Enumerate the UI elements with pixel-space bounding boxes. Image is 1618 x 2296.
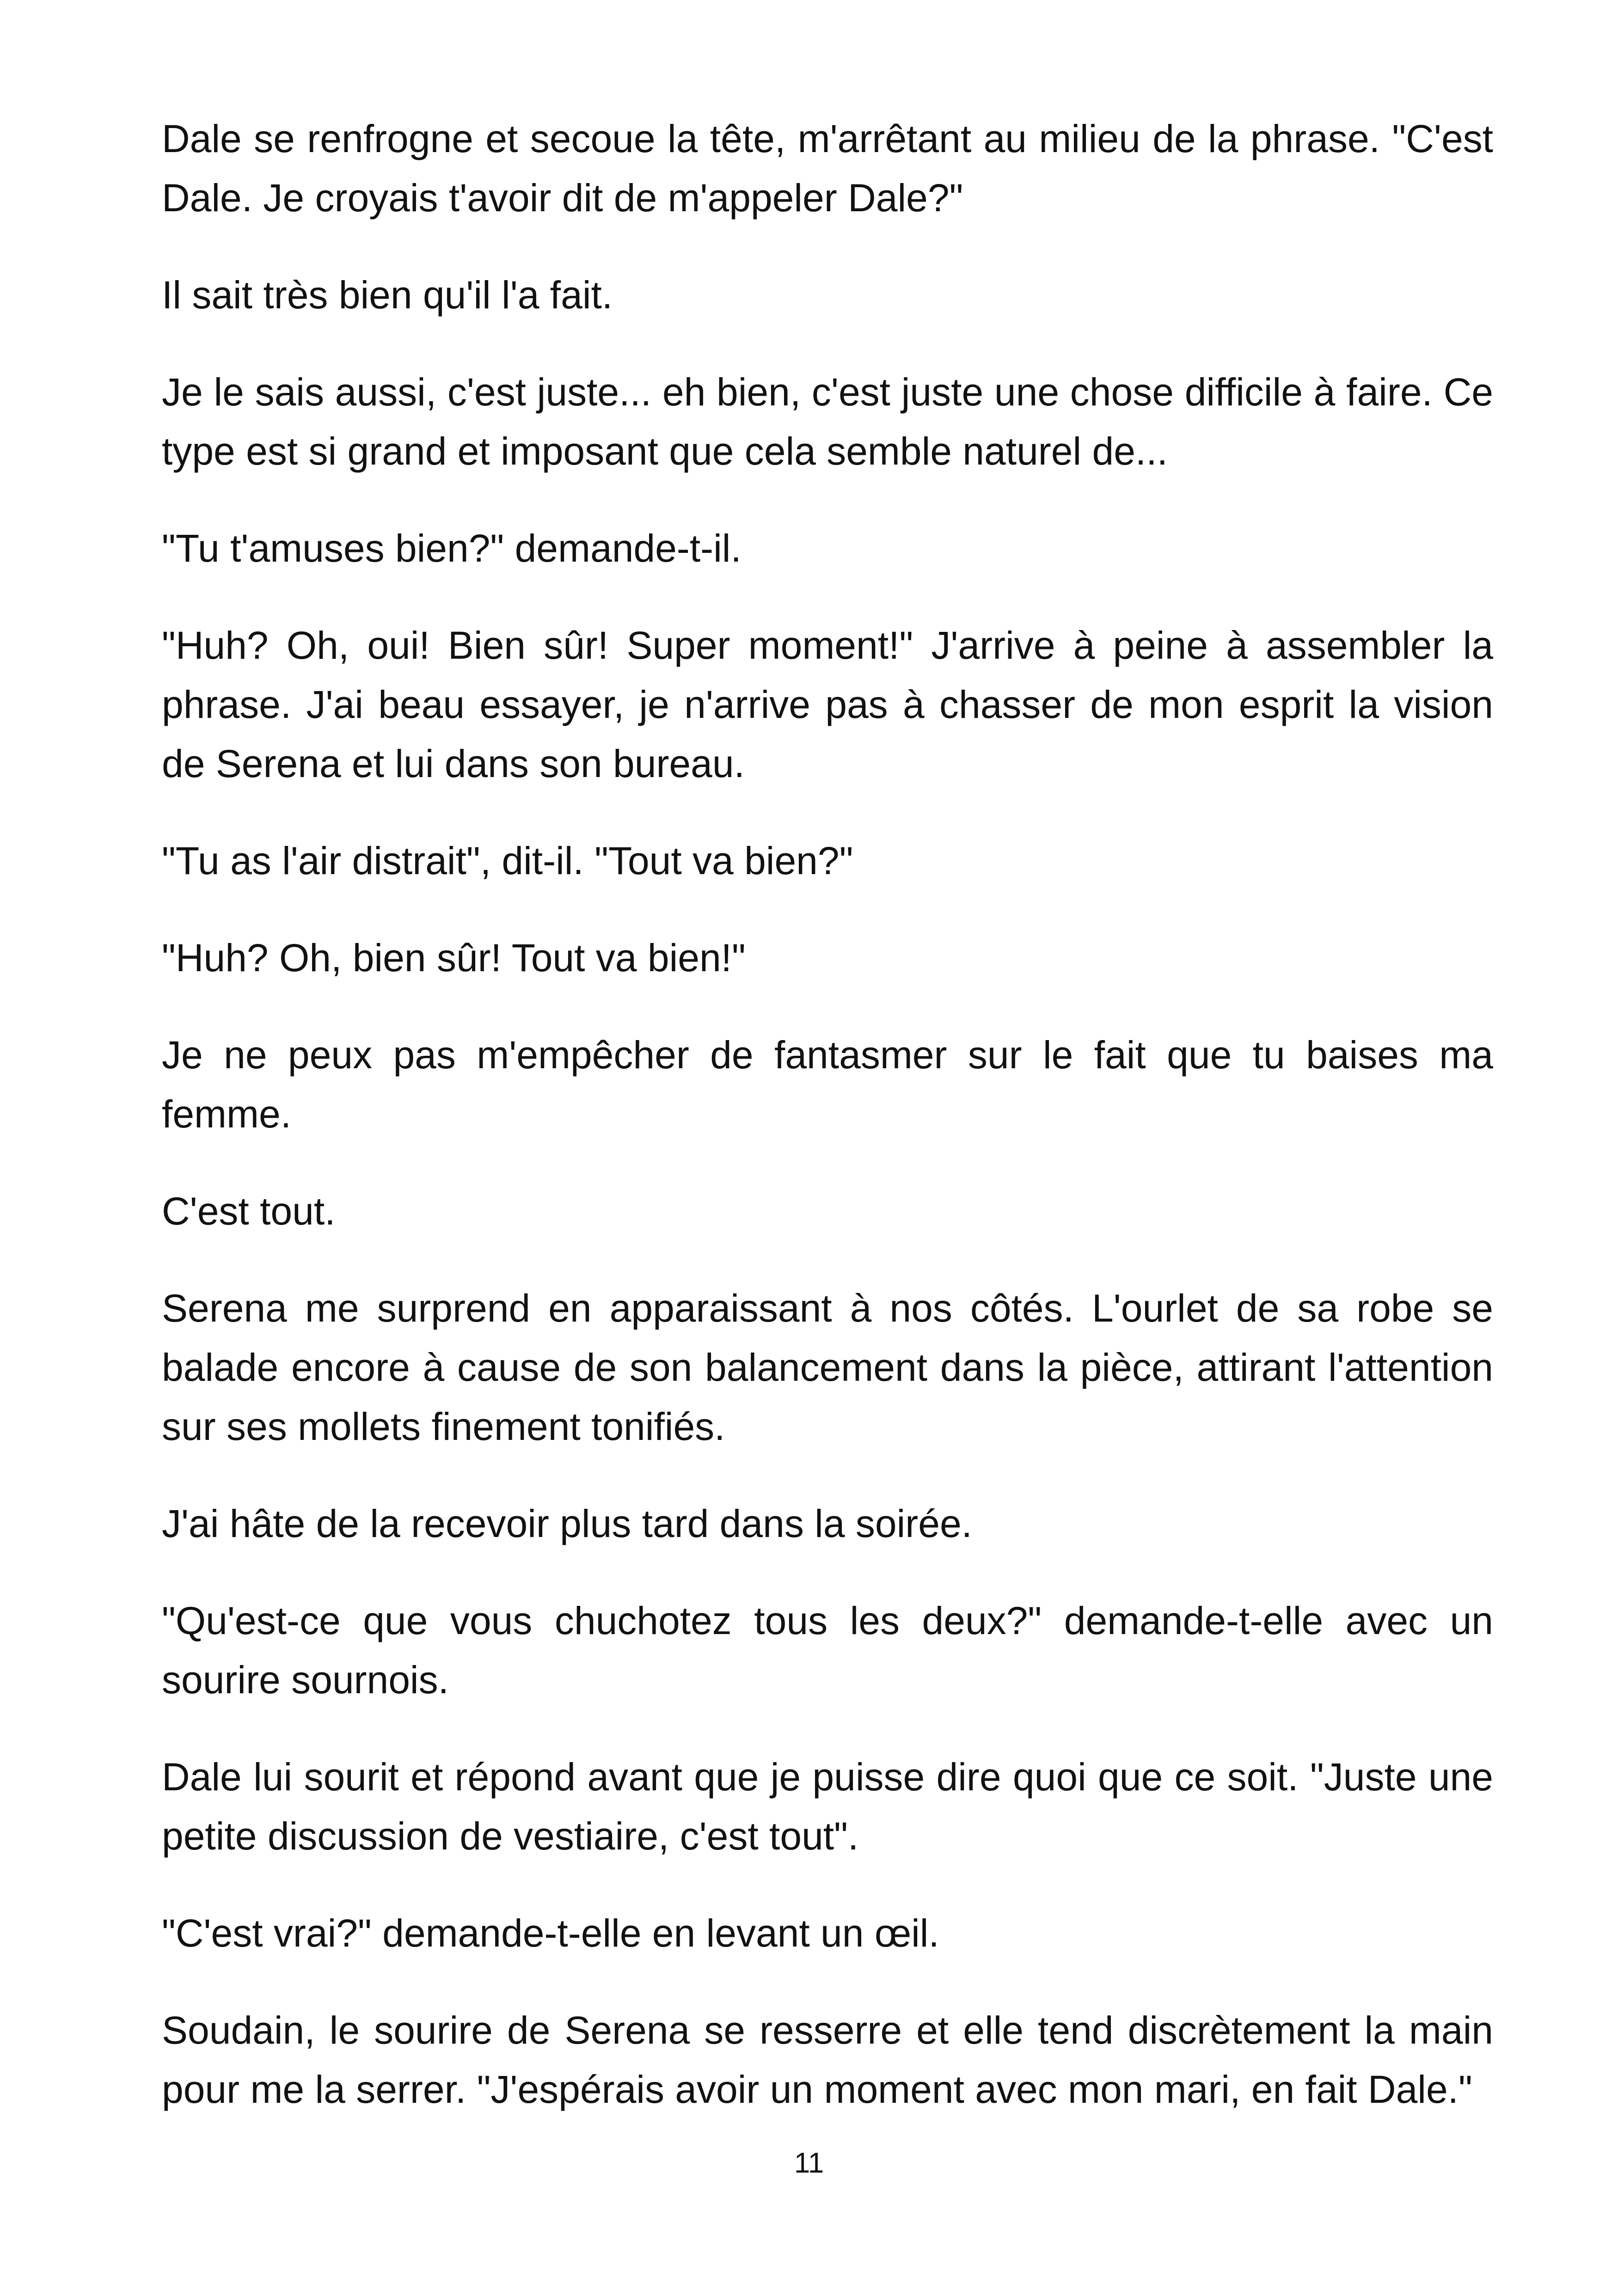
- paragraph: "Huh? Oh, bien sûr! Tout va bien!": [162, 936, 746, 980]
- paragraph: J'ai hâte de la recevoir plus tard dans la soirée.: [162, 1502, 973, 1545]
- paragraph: "Tu as l'air distrait", dit-il. "Tout va bien?": [162, 839, 853, 882]
- paragraph: "Huh? Oh, oui! Bien sûr! Super moment!" J'arrive à peine à assembler la phrase. J'ai beau essayer, je n'arrive pas à chasser de mon esprit la vision de Serena et lui dans son bureau.: [162, 624, 1493, 785]
- paragraph: Dale lui sourit et répond avant que je puisse dire quoi que ce soit. "Juste une petite discussion de vestiaire, c'est tout".: [162, 1755, 1493, 1858]
- paragraph: "Tu t'amuses bien?" demande-t-il.: [162, 527, 742, 570]
- paragraph: Je le sais aussi, c'est juste... eh bien, c'est juste une chose difficile à faire. Ce type est si grand et imposant que cela semble naturel de...: [162, 370, 1493, 473]
- paragraph: "C'est vrai?" demande-t-elle en levant un œil.: [162, 1911, 939, 1955]
- paragraph: C'est tout.: [162, 1189, 336, 1233]
- paragraph: Il sait très bien qu'il l'a fait.: [162, 273, 613, 317]
- paragraph: Dale se renfrogne et secoue la tête, m'arrêtant au milieu de la phrase. "C'est Dale. Je croyais t'avoir dit de m'appeler Dale?": [162, 117, 1493, 220]
- page-number: 11: [794, 2147, 824, 2179]
- paragraph: "Qu'est-ce que vous chuchotez tous les deux?" demande-t-elle avec un sourire sournois.: [162, 1599, 1493, 1702]
- paragraph: Soudain, le sourire de Serena se resserre et elle tend discrètement la main pour me la serrer. "J'espérais avoir un moment avec mon mari, en fait Dale.": [162, 2008, 1493, 2111]
- paragraph: Serena me surprend en apparaissant à nos côtés. L'ourlet de sa robe se balade encore à cause de son balancement dans la pièce, attirant l'attention sur ses mollets finement tonifiés.: [162, 1286, 1493, 1448]
- body-text: [162, 109, 1493, 2157]
- paragraph: Je ne peux pas m'empêcher de fantasmer sur le fait que tu baises ma femme.: [162, 1033, 1493, 1136]
